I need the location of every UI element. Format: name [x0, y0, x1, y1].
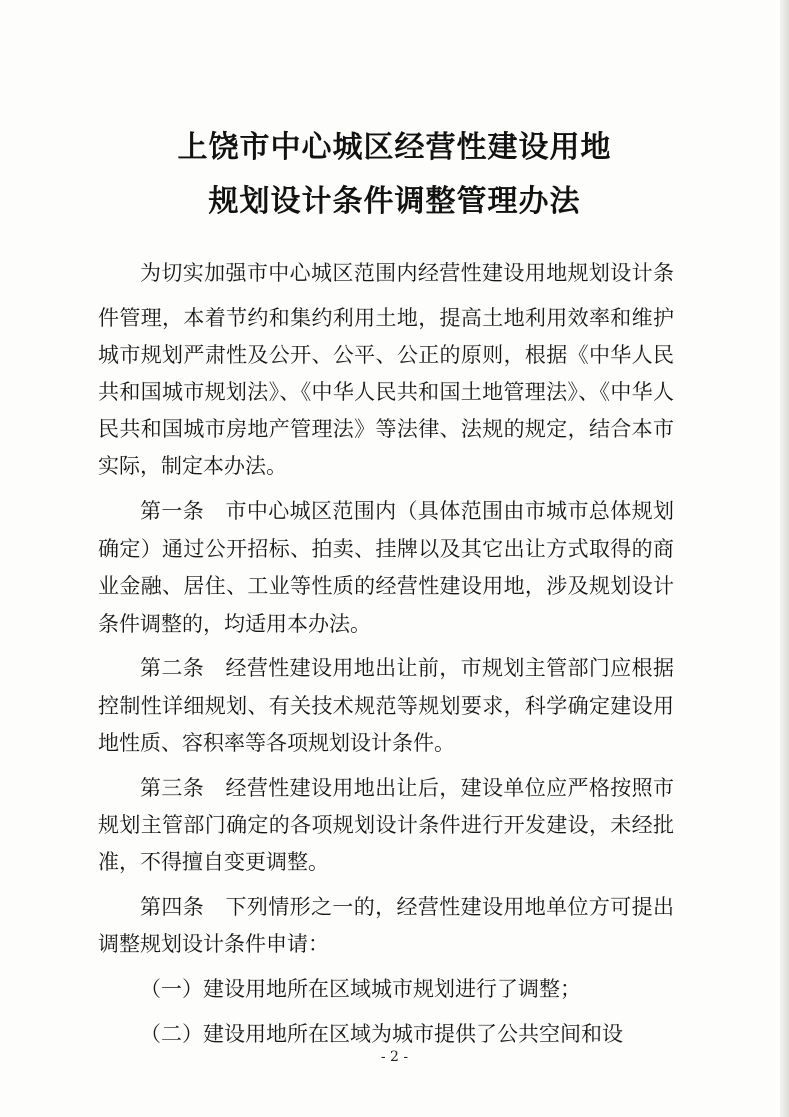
article-3-line: 准，不得擅自变更调整。: [98, 850, 329, 874]
article-2-line: 控制性详细规划、有关技术规范等规划要求，科学确定建设用: [98, 694, 674, 718]
article-3-line: 第三条 经营性建设用地出让后，建设单位应严格按照市: [140, 776, 674, 800]
article-4-line: 调整规划设计条件申请：: [98, 932, 329, 956]
article-1-line: 第一条 市中心城区范围内（具体范围由市城市总体规划: [140, 499, 674, 523]
article-2-line: 第二条 经营性建设用地出让前，市规划主管部门应根据: [140, 656, 674, 680]
paragraph-preamble-line: 共和国城市规划法》、《中华人民共和国土地管理法》、《中华人: [98, 380, 674, 404]
document-title-line-2: 规划设计条件调整管理办法: [208, 184, 581, 219]
article-4-line: 第四条 下列情形之一的，经营性建设用地单位方可提出: [140, 895, 674, 919]
article-1-line: 业金融、居住、工业等性质的经营性建设用地，涉及规划设计: [98, 574, 674, 598]
paragraph-preamble-line: 实际，制定本办法。: [98, 454, 287, 478]
paragraph-preamble-line: 城市规划严肃性及公开、公平、公正的原则，根据《中华人民: [98, 343, 674, 367]
paragraph-preamble-line: 件管理，本着节约和集约利用土地，提高土地利用效率和维护: [98, 306, 674, 330]
article-2-line: 地性质、容积率等各项规划设计条件。: [98, 731, 455, 755]
document-title-line-1: 上饶市中心城区经营性建设用地: [177, 130, 612, 165]
page-number: - 2 -: [380, 1049, 409, 1065]
article-1-line: 条件调整的，均适用本办法。: [98, 612, 371, 636]
article-1-line: 确定）通过公开招标、拍卖、挂牌以及其它出让方式取得的商: [98, 537, 674, 561]
article-3-line: 规划主管部门确定的各项规划设计条件进行开发建设，未经批: [98, 813, 674, 837]
paragraph-preamble-line: 为切实加强市中心城区范围内经营性建设用地规划设计条: [140, 261, 674, 285]
article-4-item-2: （二）建设用地所在区域为城市提供了公共空间和设: [140, 1022, 623, 1046]
article-4-item-1: （一）建设用地所在区域城市规划进行了调整；: [140, 977, 581, 1001]
paragraph-preamble-line: 民共和国城市房地产管理法》等法律、法规的规定，结合本市: [98, 417, 674, 441]
